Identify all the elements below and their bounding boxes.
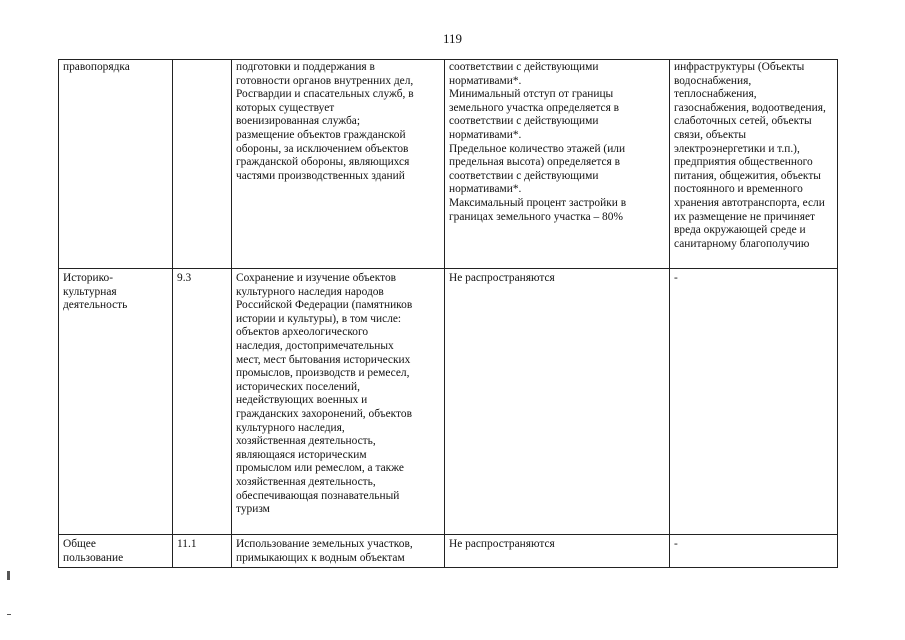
text-line: Историко-	[63, 272, 114, 284]
text-line: гражданских захоронений, объектов	[236, 407, 412, 420]
text-line: являющаяся историческим	[236, 448, 367, 461]
text-line: -	[674, 272, 678, 284]
text-line: размещение объектов гражданской	[236, 128, 406, 141]
text-line: военизированная служба;	[236, 115, 361, 128]
text-line: деятельность	[63, 299, 128, 312]
text-line: истории и культуры), в том числе:	[236, 312, 402, 325]
cell-use-name	[59, 535, 173, 568]
text-line: Не распространяются	[449, 538, 555, 550]
text-line: пользование	[63, 551, 124, 564]
text-line: предельная высота) определяется в	[449, 156, 620, 169]
cell-parameters	[445, 60, 670, 269]
text-line: соответствии с действующими	[449, 115, 599, 128]
text-line: Сохранение и изучение объектов	[236, 272, 397, 284]
text-line: Минимальный отступ от границы	[449, 88, 614, 101]
text-line: Использование земельных участков,	[236, 538, 413, 550]
text-line: промыслов, производств и ремесел,	[236, 367, 410, 380]
land-use-table	[58, 59, 838, 568]
scan-artifact-mark	[7, 614, 11, 615]
cell-use-description	[232, 60, 445, 269]
text-line: гражданской обороны, являющихся	[236, 156, 410, 169]
text-line: связи, объекты	[674, 128, 746, 141]
text-line: готовности органов внутренних дел,	[236, 74, 414, 87]
text-line: Росгвардии и спасательных служб, в	[236, 88, 414, 101]
cell-use-code: 11.1	[173, 535, 232, 568]
text-line: обороны, за исключением объектов	[236, 142, 409, 155]
text-line: мест, мест бытования исторических	[236, 353, 411, 366]
cell-use-description	[232, 269, 445, 535]
text-line: нормативами*.	[449, 183, 522, 196]
cell-notes	[670, 535, 838, 568]
text-line: хранения автотранспорта, если	[674, 196, 825, 209]
text-line: нормативами*.	[449, 74, 522, 87]
text-line: культурного наследия народов	[236, 285, 384, 298]
text-line: культурного наследия,	[236, 421, 345, 434]
text-line: промыслом или ремеслом, а также	[236, 462, 404, 475]
cell-notes	[670, 60, 838, 269]
cell-use-code: 9.3	[173, 269, 232, 535]
text-line: границах земельного участка – 80%	[449, 210, 623, 223]
text-line: наследия, достопримечательных	[236, 339, 394, 352]
text-line: примыкающих к водным объектам	[236, 551, 405, 564]
text-line: подготовки и поддержания в	[236, 61, 375, 73]
cell-use-name	[59, 269, 173, 535]
cell-use-code	[173, 60, 232, 269]
text-line: Предельное количество этажей (или	[449, 142, 626, 155]
text-line: хозяйственная деятельность,	[236, 475, 376, 488]
text-line: их размещение не причиняет	[674, 210, 815, 223]
text-line: -	[674, 538, 678, 550]
table-row	[59, 535, 838, 568]
cell-use-name	[59, 60, 173, 269]
text-line: обеспечивающая познавательный	[236, 489, 400, 502]
page-number: 119	[442, 31, 463, 46]
text-line: Общее	[63, 538, 96, 550]
table-row	[59, 269, 838, 535]
text-line: слаботочных сетей, объекты	[674, 115, 812, 128]
text-line: питания, общежития, объекты	[674, 169, 821, 182]
text-line: теплоснабжения,	[674, 88, 757, 101]
text-line: которых существует	[236, 101, 335, 114]
cell-parameters	[445, 535, 670, 568]
text-line: культурная	[63, 285, 117, 298]
text-line: туризм	[236, 503, 270, 516]
table-row	[59, 60, 838, 269]
text-line: частями производственных зданий	[236, 169, 405, 182]
cell-use-description	[232, 535, 445, 568]
text-line: электроэнергетики и т.п.),	[674, 142, 800, 155]
text-line: вреда окружающей среде и	[674, 224, 806, 237]
text-line: газоснабжения, водоотведения,	[674, 101, 826, 114]
text-line: правопорядка	[63, 61, 130, 73]
text-line: соответствии с действующими	[449, 61, 599, 73]
text-line: предприятия общественного	[674, 156, 813, 169]
scan-artifact-mark	[7, 571, 10, 580]
text-line: исторических поселений,	[236, 380, 360, 393]
text-line: земельного участка определяется в	[449, 101, 620, 114]
text-line: объектов археологического	[236, 326, 369, 339]
text-line: хозяйственная деятельность,	[236, 435, 376, 448]
text-line: Максимальный процент застройки в	[449, 196, 627, 209]
text-line: постоянного и временного	[674, 183, 803, 196]
text-line: водоснабжения,	[674, 74, 752, 87]
cell-notes	[670, 269, 838, 535]
text-line: Российской Федерации (памятников	[236, 299, 413, 312]
cell-parameters	[445, 269, 670, 535]
text-line: нормативами*.	[449, 128, 522, 141]
text-line: инфраструктуры (Объекты	[674, 61, 805, 73]
text-line: соответствии с действующими	[449, 169, 599, 182]
text-line: недействующих военных и	[236, 394, 368, 407]
text-line: Не распространяются	[449, 272, 555, 284]
text-line: санитарному благополучию	[674, 237, 810, 250]
